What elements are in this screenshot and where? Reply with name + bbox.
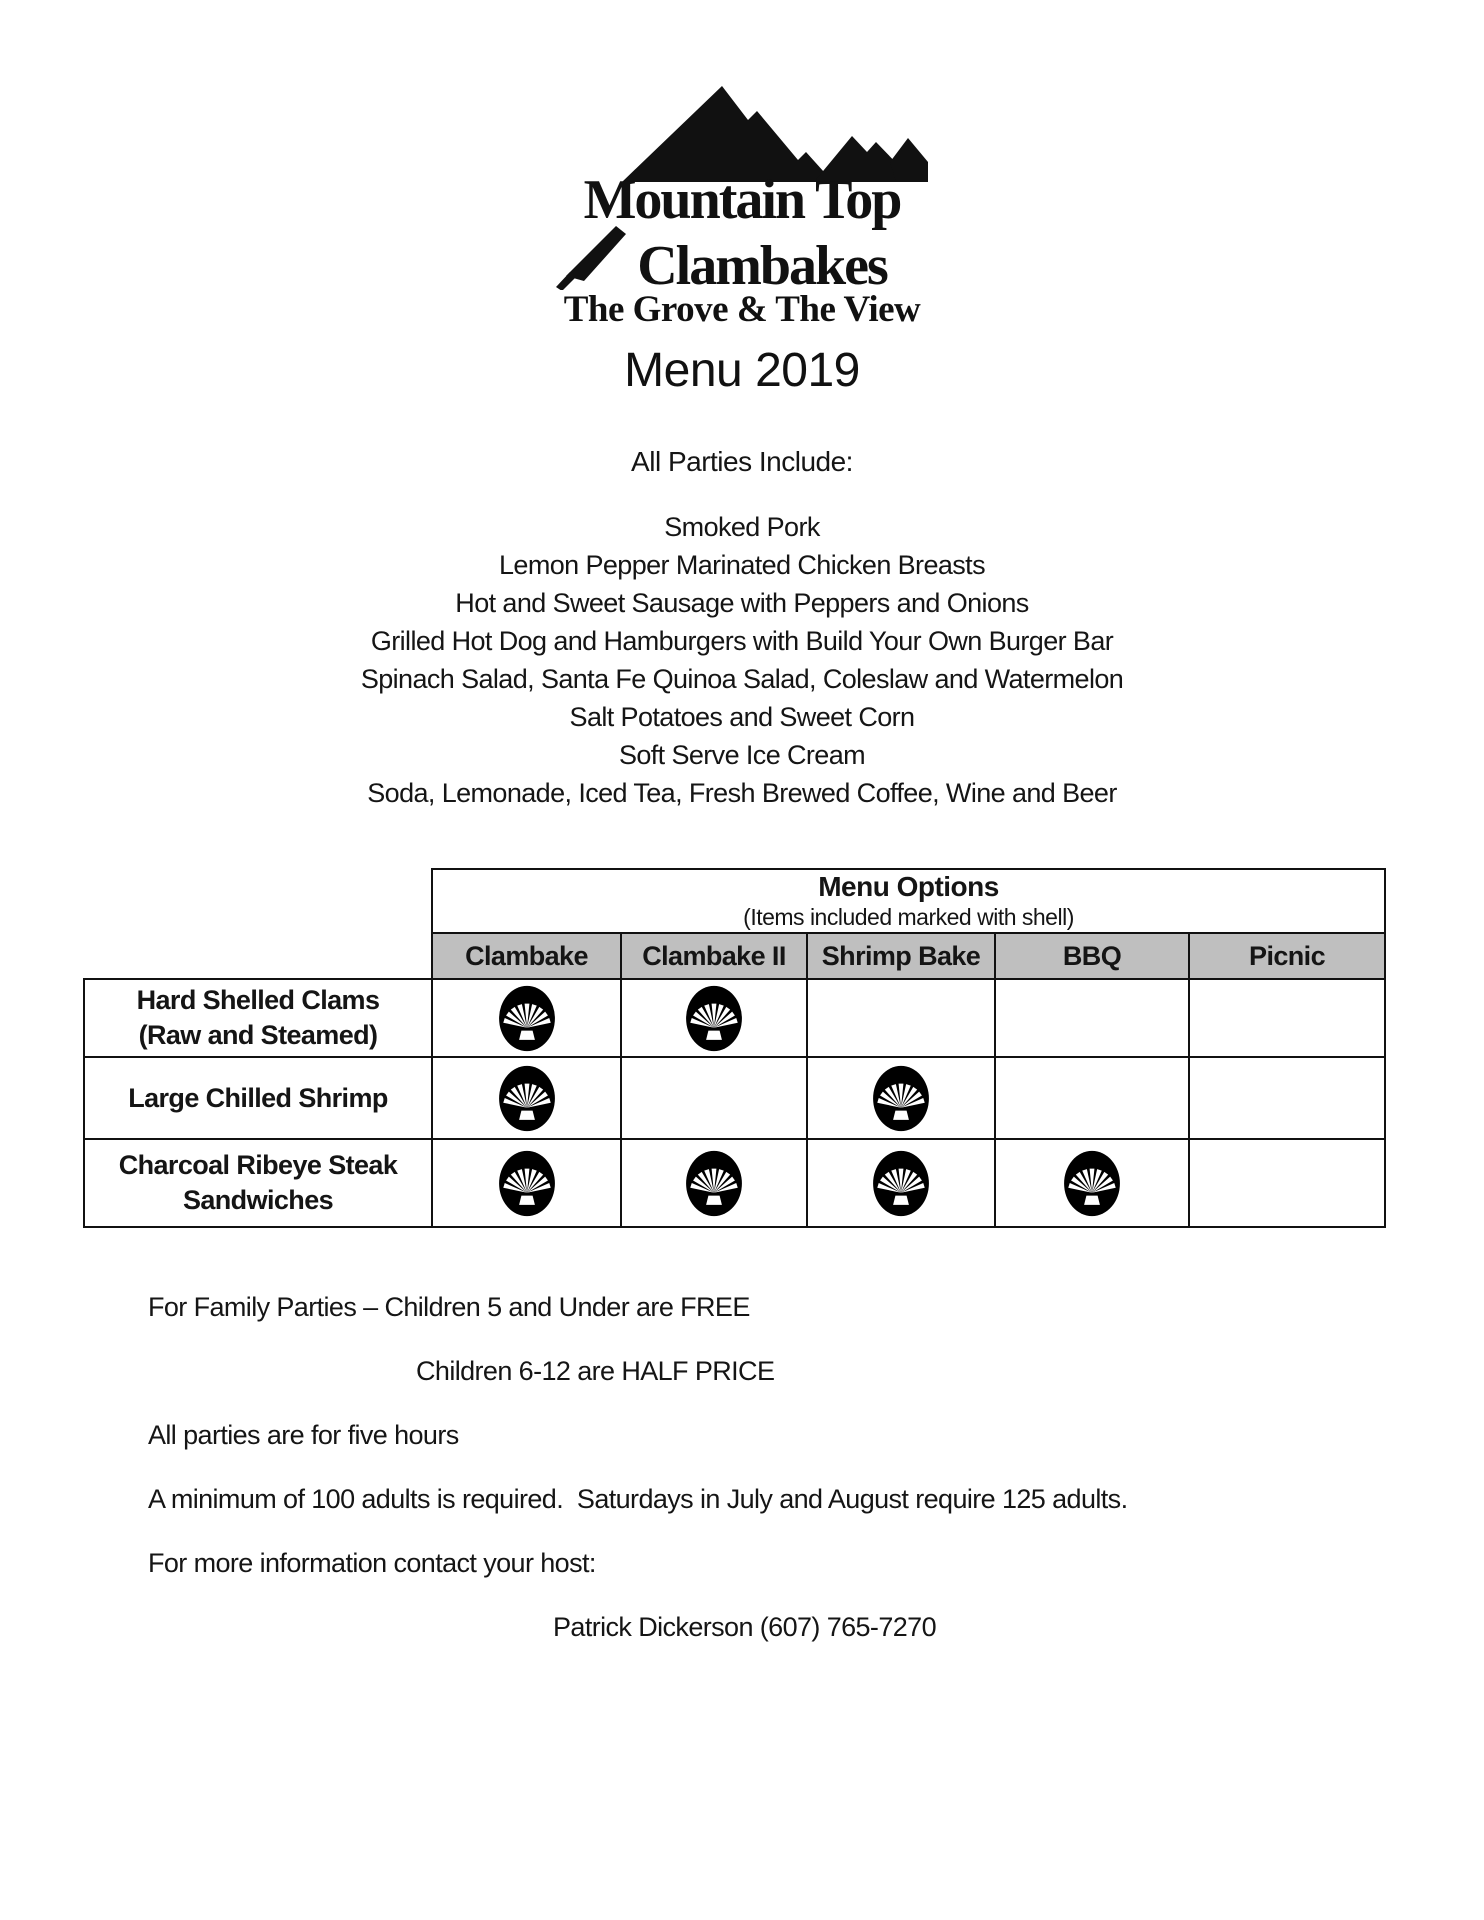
column-header-clambake: Clambake [432,933,621,979]
scallop-shell-icon [685,1150,743,1217]
page-title: Menu 2019 [624,344,860,397]
column-header-clambake-ii: Clambake II [621,933,807,979]
table-header-row [84,869,1385,933]
list-item: Hot and Sweet Sausage with Peppers and Onions [455,588,1029,618]
swoosh-icon [556,226,626,290]
scallop-shell-icon [498,985,556,1052]
menu-cell [807,1057,995,1139]
menu-cell [432,1057,621,1139]
table-column-header-row [84,933,1385,979]
menu-cell [621,1139,807,1227]
row-label-large-chilled-shrimp: Large Chilled Shrimp [84,1057,432,1139]
menu-cell [807,979,995,1057]
scallop-shell-icon [685,985,743,1052]
list-item: Spinach Salad, Santa Fe Quinoa Salad, Coleslaw and Watermelon [360,664,1124,694]
scallop-shell-icon [1063,1150,1121,1217]
list-item: Smoked Pork [664,512,820,542]
note-minimum-adults: A minimum of 100 adults is required. Saturdays in July and August require 125 adults. [148,1484,1128,1514]
includes-list [0,508,1484,812]
note-children-half-price: Children 6-12 are HALF PRICE [416,1356,775,1386]
column-header-bbq: BBQ [995,933,1189,979]
menu-options-table [83,868,1386,1228]
contact-name-phone: Patrick Dickerson (607) 765-7270 [553,1612,936,1642]
note-family-parties: For Family Parties – Children 5 and Under are FREE [148,1292,750,1322]
menu-cell [995,1057,1189,1139]
menu-cell [432,979,621,1057]
menu-cell [621,979,807,1057]
includes-heading: All Parties Include: [631,446,853,477]
logo-tagline: The Grove & The View [563,289,921,330]
list-item: Lemon Pepper Marinated Chicken Breasts [499,550,985,580]
menu-options-title: Menu Options [818,871,999,902]
logo [0,78,1484,331]
column-header-picnic: Picnic [1189,933,1385,979]
list-item: Grilled Hot Dog and Hamburgers with Build Your Own Burger Bar [370,626,1114,656]
logo-line1: Mountain Top [583,169,901,231]
row-label-hard-shelled-clams: Hard Shelled Clams (Raw and Steamed) [84,979,432,1057]
logo-line2: Clambakes [637,235,887,290]
mountain-top-clambakes-logo [552,78,932,290]
table-row [84,1139,1385,1227]
menu-cell [621,1057,807,1139]
menu-cell [995,1139,1189,1227]
list-item: Soda, Lemonade, Iced Tea, Fresh Brewed Coffee, Wine and Beer [367,778,1117,808]
menu-cell [1189,1057,1385,1139]
menu-cell [995,979,1189,1057]
scallop-shell-icon [498,1150,556,1217]
table-row [84,979,1385,1057]
row-label-charcoal-ribeye: Charcoal Ribeye Steak Sandwiches [84,1139,432,1227]
menu-cell [432,1139,621,1227]
column-header-shrimp-bake: Shrimp Bake [807,933,995,979]
empty-corner-cell [84,869,432,933]
menu-options-subtitle: (Items included marked with shell) [743,904,1074,930]
empty-corner-cell [84,933,432,979]
menu-cell [1189,979,1385,1057]
note-five-hours: All parties are for five hours [148,1420,459,1450]
scallop-shell-icon [498,1065,556,1132]
mountain-peaks-icon [622,86,928,182]
menu-cell [807,1139,995,1227]
menu-options-header-cell [432,869,1385,933]
menu-cell [1189,1139,1385,1227]
list-item: Salt Potatoes and Sweet Corn [569,702,915,732]
table-row [84,1057,1385,1139]
scallop-shell-icon [872,1150,930,1217]
note-contact-host: For more information contact your host: [148,1548,596,1578]
notes-section [148,1292,1484,1643]
scallop-shell-icon [872,1065,930,1132]
list-item: Soft Serve Ice Cream [618,740,866,770]
